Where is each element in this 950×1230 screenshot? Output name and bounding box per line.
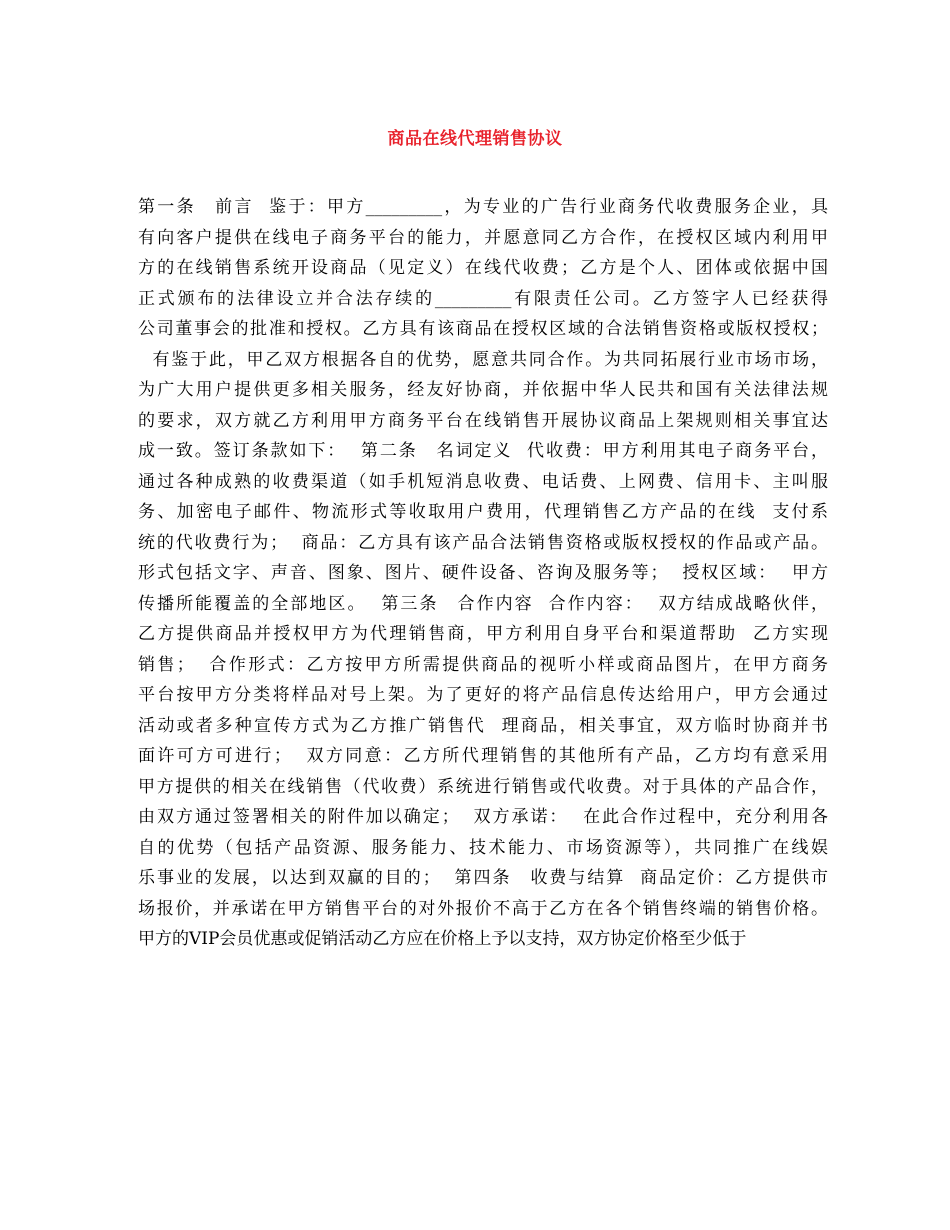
body-line: 成一致。签订条款如下： 第二条 名词定义 代收费：甲方利用其电子商务平台， — [138, 441, 828, 461]
body-line: 自的优势（包括产品资源、服务能力、技术能力、市场资源等），共同推广在线娱 — [138, 837, 828, 858]
body-line: 正式颁布的法律设立并合法存续的_________有限责任公司。乙方签字人已经获得 — [138, 288, 828, 309]
document-title: 商品在线代理销售协议 — [387, 129, 563, 149]
body-line: 有向客户提供在线电子商务平台的能力，并愿意同乙方合作，在授权区域内利用甲 — [138, 227, 828, 248]
body-line: 平台按甲方分类将样品对号上架。为了更好的将产品信息传达给用户，甲方会通过 — [138, 685, 828, 705]
body-line: 通过各种成熟的收费渠道（如手机短消息收费、电话费、上网费、信用卡、主叫服 — [138, 471, 828, 492]
body-line: 乐事业的发展，以达到双赢的目的； 第四条 收费与结算 商品定价：乙方提供市 — [138, 868, 828, 888]
document-body — [138, 192, 828, 955]
body-line: 有鉴于此，甲乙双方根据各自的优势，愿意共同合作。为共同拓展行业市场市场， — [138, 349, 828, 370]
body-line: 为广大用户提供更多相关服务，经友好协商，并依据中华人民共和国有关法律法规 — [138, 380, 828, 400]
body-line: 统的代收费行为； 商品：乙方具有该产品合法销售资格或版权授权的作品或产品。 — [138, 532, 828, 553]
body-line: 甲方的VIP会员优惠或促销活动乙方应在价格上予以支持，双方协定价格至少低于 — [138, 929, 747, 949]
body-line: 面许可方可进行； 双方同意：乙方所代理销售的其他所有产品，乙方均有意采用 — [138, 746, 828, 766]
body-line: 方的在线销售系统开设商品（见定义）在线代收费；乙方是个人、团体或依据中国 — [138, 258, 828, 278]
body-line: 销售； 合作形式：乙方按甲方所需提供商品的视听小样或商品图片，在甲方商务 — [138, 654, 828, 675]
body-line: 务、加密电子邮件、物流形式等收取用户费用，代理销售乙方产品的在线 支付系 — [138, 502, 828, 522]
body-line: 甲方提供的相关在线销售（代收费）系统进行销售或代收费。对于具体的产品合作， — [138, 776, 828, 797]
body-line: 第一条 前言 鉴于：甲方_________，为专业的广告行业商务代收费服务企业，具 — [138, 197, 828, 217]
body-line: 场报价，并承诺在甲方销售平台的对外报价不高于乙方在各个销售终端的销售价格。 — [138, 898, 828, 919]
body-line: 的要求，双方就乙方利用甲方商务平台在线销售开展协议商品上架规则相关事宜达 — [138, 410, 828, 431]
body-line: 乙方提供商品并授权甲方为代理销售商，甲方利用自身平台和渠道帮助 乙方实现 — [138, 624, 828, 644]
body-line: 由双方通过签署相关的附件加以确定； 双方承诺： 在此合作过程中，充分利用各 — [138, 807, 828, 827]
body-line: 公司董事会的批准和授权。乙方具有该商品在授权区域的合法销售资格或版权授权； — [138, 319, 828, 339]
body-line: 形式包括文字、声音、图象、图片、硬件设备、咨询及服务等； 授权区域： 甲方 — [138, 563, 828, 583]
body-line: 传播所能覆盖的全部地区。 第三条 合作内容 合作内容： 双方结成战略伙伴， — [138, 593, 828, 614]
body-line: 活动或者多种宣传方式为乙方推广销售代 理商品，相关事宜，双方临时协商并书 — [138, 715, 828, 736]
